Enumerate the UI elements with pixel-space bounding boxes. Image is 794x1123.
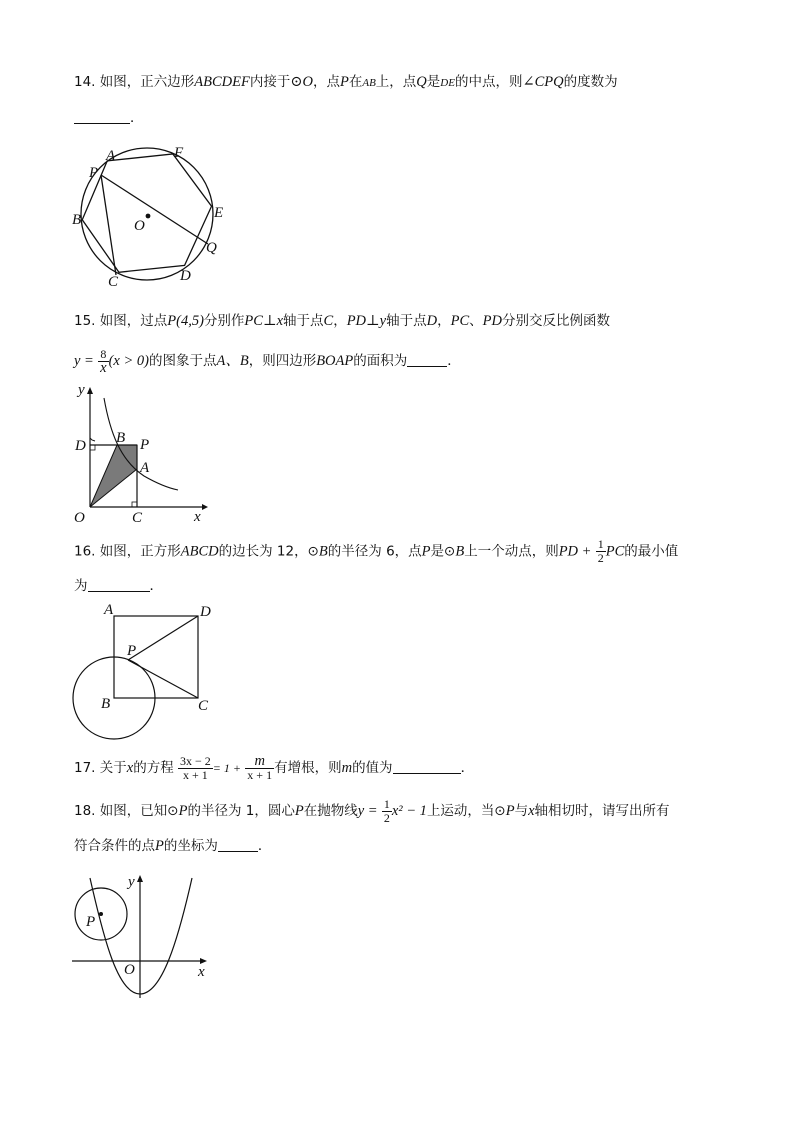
q17-stem xyxy=(74,750,474,786)
q15-fraction-num: 8 xyxy=(98,348,108,362)
q18-text: 轴相切时，请写出所有 xyxy=(534,803,670,819)
q14-answer-line xyxy=(74,108,144,128)
q18-center-p: P xyxy=(294,803,304,819)
q15-text: 如图，过点 xyxy=(99,313,168,329)
q17-text: 的值为 xyxy=(352,760,393,776)
q15-stem-line2 xyxy=(74,344,461,378)
q15-period: ． xyxy=(447,353,461,369)
q15-label-b: B xyxy=(116,430,126,446)
q14-segment-pq xyxy=(101,175,208,244)
q15-label-c: C xyxy=(132,510,143,526)
q18-half-num: 1 xyxy=(383,796,390,811)
q14-label-e: E xyxy=(214,205,224,221)
q16-label-c: C xyxy=(198,698,209,714)
q16-text: 的半径为 6，点 xyxy=(327,543,422,560)
q14-text: 在 xyxy=(348,74,363,90)
q15-points-ab: A、B xyxy=(216,353,249,369)
q16-label-a: A xyxy=(104,602,114,618)
q16-circle-b2: B xyxy=(455,543,465,560)
q15-quad-name: BOAP xyxy=(316,353,354,369)
q14-label-c: C xyxy=(108,274,119,290)
q16-point-p: P xyxy=(421,543,431,560)
q16-stem xyxy=(74,538,678,565)
q16-text: 如图，正方形 xyxy=(99,543,181,560)
q16-square-name: ABCD xyxy=(180,543,219,560)
q17-frac1-num: 3x − 2 xyxy=(180,753,211,768)
q17-fraction-right xyxy=(245,752,274,782)
q14-number: 14. xyxy=(74,74,96,90)
q18-label-x: x xyxy=(198,964,205,980)
q15-label-o: O xyxy=(74,510,85,526)
q18-center-dot xyxy=(99,912,103,916)
q16-figure xyxy=(66,600,226,746)
q16-label-d: D xyxy=(200,604,211,620)
q14-hexagon-name: ABCDEF xyxy=(194,74,250,90)
q16-answer-blank[interactable] xyxy=(88,577,150,592)
q15-text: 分别作 xyxy=(203,313,245,329)
q15-shaded-quad xyxy=(90,445,137,507)
q14-label-p: P xyxy=(89,165,99,181)
q17-number: 17. xyxy=(74,760,96,776)
q16-half-num: 1 xyxy=(597,537,604,551)
q14-hexagon-figure xyxy=(66,142,226,290)
q15-y-equals: y = xyxy=(74,353,94,369)
q14-text: 是 xyxy=(426,74,441,90)
q14-label-o: O xyxy=(134,218,145,234)
q14-text: 的度数为 xyxy=(563,74,618,90)
q14-label-d: D xyxy=(180,268,191,284)
q14-angle: ∠CPQ xyxy=(522,74,564,90)
q16-pc: PC xyxy=(605,543,625,560)
q15-stem xyxy=(74,311,610,331)
q18-text: 在抛物线 xyxy=(303,803,358,819)
q18-answer-blank[interactable] xyxy=(218,837,258,852)
q18-text: 上运动，当⊙ xyxy=(426,803,506,819)
q15-fraction-den: x xyxy=(100,359,107,376)
q16-label-b: B xyxy=(101,696,111,712)
q15-x-arrow xyxy=(202,504,208,510)
q16-period: ． xyxy=(149,578,163,594)
q18-figure xyxy=(66,870,216,1005)
q15-label-y: y xyxy=(78,382,85,398)
q16-label-p: P xyxy=(127,643,137,659)
q16-pd: PD + xyxy=(558,543,592,560)
q15-point-d: D xyxy=(426,313,438,329)
q16-segment-pc xyxy=(128,660,198,698)
q15-number: 15. xyxy=(74,313,96,329)
q14-label-f: F xyxy=(174,145,184,161)
q18-y-equals: y = xyxy=(357,803,378,819)
q17-equals: = 1 + xyxy=(212,761,241,775)
q15-text: 轴于点 xyxy=(386,313,427,329)
q16-segment-pd xyxy=(128,616,198,660)
q14-text: 如图，正六边形 xyxy=(99,74,195,90)
q14-label-a: A xyxy=(106,148,116,164)
q18-circle-p2: P xyxy=(505,803,515,819)
q17-answer-blank[interactable] xyxy=(393,759,461,774)
q15-label-x: x xyxy=(194,509,201,525)
q18-label-p: P xyxy=(86,914,96,930)
q16-text: 为 xyxy=(74,578,88,594)
q18-y-arrow xyxy=(137,875,143,882)
q14-label-q: Q xyxy=(206,240,217,256)
q15-point-c: C xyxy=(323,313,334,329)
q14-text: 的中点，则 xyxy=(454,74,523,90)
q16-text: 是⊙ xyxy=(430,543,456,560)
q14-text: 上，点 xyxy=(375,74,417,90)
q17-frac1-den: x + 1 xyxy=(183,767,208,782)
q17-text: 关于 xyxy=(99,760,127,776)
q18-var-x: x xyxy=(528,803,535,819)
q14-period: ． xyxy=(130,110,144,126)
q18-circle-p: P xyxy=(178,803,188,819)
q18-period: ． xyxy=(257,838,272,854)
q16-half xyxy=(596,538,606,565)
q15-y-arrow xyxy=(87,387,93,394)
q15-right-angle-d xyxy=(90,438,95,441)
q15-label-p: P xyxy=(140,437,150,453)
q14-point-p: P xyxy=(339,74,349,90)
q16-half-den: 2 xyxy=(597,551,604,565)
q16-answer-line xyxy=(74,576,163,596)
q15-condition: (x > 0) xyxy=(108,353,149,369)
q17-text: 的方程 xyxy=(133,760,174,776)
q15-text: ，则四边形 xyxy=(248,353,317,369)
q15-pc: PC xyxy=(450,313,470,329)
q18-point-p: P xyxy=(155,838,164,854)
q18-label-y: y xyxy=(128,874,135,890)
q17-var-x: x xyxy=(126,760,134,776)
q15-text: 分别交反比例函数 xyxy=(501,313,610,329)
q15-pc-perp: PC⊥x xyxy=(244,313,284,329)
q15-fraction xyxy=(98,348,108,375)
q15-text: 轴于点 xyxy=(283,313,324,329)
q18-text: 符合条件的点 xyxy=(74,838,155,854)
q14-center-dot xyxy=(146,214,151,219)
q17-frac2-num: m xyxy=(245,755,274,769)
q18-text: 与 xyxy=(514,803,529,819)
q16-text: 的最小值 xyxy=(624,543,679,560)
q17-period: ． xyxy=(460,760,475,776)
q14-text: ，点 xyxy=(312,74,340,90)
q15-text: 的面积为 xyxy=(353,353,408,369)
q14-arc-de: DE xyxy=(440,77,455,89)
q14-text: 内接于 xyxy=(249,74,291,90)
q18-half xyxy=(382,798,392,825)
q18-parabola xyxy=(90,878,192,994)
q15-figure xyxy=(66,380,216,526)
q15-right-angle-d-mark xyxy=(90,445,95,450)
q15-point-p: P(4,5) xyxy=(167,313,204,329)
q15-pd: PD xyxy=(482,313,502,329)
q18-expression: x² − 1 xyxy=(391,803,427,819)
q15-text: 、 xyxy=(469,313,483,329)
q15-pd-perp: PD⊥y xyxy=(346,313,387,329)
q18-text: 如图，已知⊙ xyxy=(99,803,179,819)
q14-segment-pc xyxy=(101,175,116,275)
q18-stem xyxy=(74,793,670,829)
q15-right-angle-c-mark xyxy=(132,502,137,507)
q18-label-o: O xyxy=(124,962,135,978)
q15-text: ， xyxy=(333,313,347,329)
q16-text: 的边长为 12，⊙ xyxy=(218,543,319,560)
q14-circle-name: ⊙O xyxy=(290,74,313,90)
q18-half-den: 2 xyxy=(383,810,390,825)
q15-answer-blank[interactable] xyxy=(407,352,447,367)
q16-text: 上一个动点，则 xyxy=(464,543,559,560)
q15-label-d: D xyxy=(75,438,86,454)
q15-label-a: A xyxy=(140,460,150,476)
q15-text: ， xyxy=(437,313,451,329)
q15-text: 的图象于点 xyxy=(148,353,217,369)
q14-point-q: Q xyxy=(416,74,427,90)
q14-label-b: B xyxy=(72,212,82,228)
q18-text: 的半径为 1，圆心 xyxy=(187,803,295,819)
q17-var-m: m xyxy=(341,760,353,776)
q14-stem xyxy=(74,72,618,93)
q18-answer-line xyxy=(74,836,271,856)
q16-number: 16. xyxy=(74,543,96,560)
q18-number: 18. xyxy=(74,803,96,819)
q18-text: 的坐标为 xyxy=(163,838,218,854)
q17-fraction-left xyxy=(178,755,213,782)
q17-frac2-den: x + 1 xyxy=(247,767,273,782)
q17-text: 有增根，则 xyxy=(274,760,342,776)
q14-answer-blank[interactable] xyxy=(74,109,130,124)
q16-circle-b: B xyxy=(318,543,328,560)
q14-arc-ab: AB xyxy=(362,77,376,89)
